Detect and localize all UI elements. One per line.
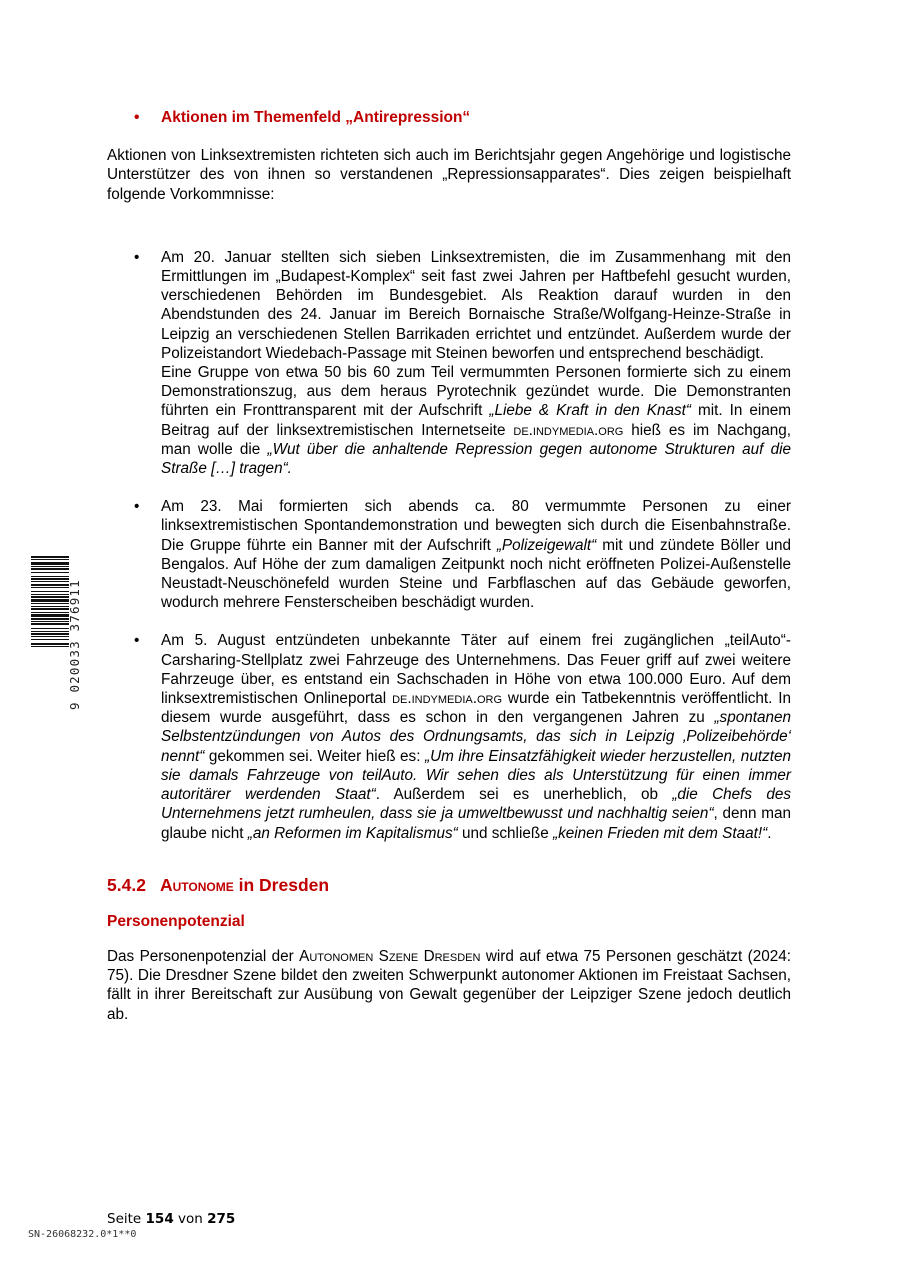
list-item: • Am 5. August entzündeten unbekannte Täter auf einem frei zugänglichen „teilAuto“-Carsharing-Stellplatz zwei Fahrzeuge des Unternehmens. Das Feuer griff auf zwei weitere Fahrzeuge über, es entstand ein Sachschaden in Höhe von etwa 100.000 Euro. Auf dem linksextremistischen Onlineportal de.indymedia.org wurde ein Tatbekenntnis veröffentlicht. In diesem wurde ausgeführt, dass es schon in den vergangenen Jahren zu „spontanen Selbstentzündungen von Autos des Ordnungsamts, das sich in Leipzig ‚Polizeibehörde‘ nennt“ gekommen sei. Weiter hieß es: „Um ihre Einsatzfähigkeit wieder herzustellen, nutzten sie damals Fahrzeuge von teilAuto. Wir sehen dies als Unterstützung für einen immer autoritärer werdenden Staat“. Außerdem sei es unerheblich, ob „die Chefs des Unternehmens jetzt rumheulen, dass sie ja umweltbewusst und nachhaltig seien“, denn man glaube nicht „an Reformen im Kapitalismus“ und schließe „keinen Frieden mit dem Staat!“. [134, 632, 791, 842]
document-code: SN-26068232.0*1**0 [28, 1229, 137, 1240]
bullet-icon: • [134, 498, 140, 516]
page-number: Seite 154 von 275 [107, 1211, 236, 1227]
section-heading: 5.4.2 Autonome in Dresden [107, 874, 330, 895]
bullet-icon: • [134, 632, 140, 650]
event-list [107, 248, 791, 843]
site-name: de.indymedia.org [392, 690, 503, 708]
barcode-number: 9 020033 376911 [67, 579, 82, 710]
section-bullet-heading: • Aktionen im Themenfeld „Antirepression“ [134, 109, 471, 126]
list-item: • Am 20. Januar stellten sich sieben Linksextremisten, die im Zusammenhang mit den Ermittlungen im „Budapest-Komplex“ seit fast zwei Jahren per Haftbefehl gesucht wurden, verschiedenen Behörden im Bundesgebiet. Als Reaktion darauf wurden in den Abendstunden des 24. Januar im Bereich Bornaische Straße/Wolfgang-Heinze-Straße in Leipzig an verschiedenen Stellen Barrikaden errichtet und entzündet. Außerdem wurde der Polizeistandort Wiedebach-Passage mit Steinen beworfen und entsprechend beschädigt. Eine Gruppe von etwa 50 bis 60 zum Teil vermummten Personen formierte sich zu einem Demonstrationszug, aus dem heraus Pyrotechnik gezündet wurde. Die Demonstranten führten ein Fronttransparent mit der Aufschrift „Liebe & Kraft in den Knast“ mit. In einem Beitrag auf der linksextremistischen Internetseite de.indymedia.org hieß es im Nachgang, man wolle die „Wut über die anhaltende Repression gegen autonome Strukturen auf die Straße […] tragen“. [134, 248, 792, 478]
bullet-icon: • [134, 109, 140, 126]
group-name: Autonomen Szene Dresden [299, 947, 481, 965]
barcode [31, 556, 69, 708]
bullet-icon: • [134, 248, 140, 266]
site-name: de.indymedia.org [513, 421, 624, 439]
list-item: • Am 23. Mai formierten sich abends ca. 80 vermummte Personen zu einer linksextremistischen Spontandemonstration und bewegten sich durch die Eisenbahnstraße. Die Gruppe führte ein Banner mit der Aufschrift „Polizeigewalt“ mit und zündete Böller und Bengalos. Auf Höhe der zum damaligen Zeitpunkt noch nicht eröffneten Polizei-Außenstelle Neustadt-Neuschönefeld wurden Steine und Farbflaschen auf das Gebäude geworfen, wodurch mehrere Fensterscheiben beschädigt wurden. [134, 498, 791, 612]
intro-paragraph: Aktionen von Linksextremisten richteten sich auch im Berichtsjahr gegen Angehörige und logistische Unterstützer des von ihnen so verstandenen „Repressionsapparates“. Dies zeigen beispielhaft folgende Vorkommnisse: [107, 147, 791, 203]
subheading: Personenpotenzial [107, 912, 245, 930]
page-body [107, 108, 791, 1024]
closing-paragraph: Das Personenpotenzial der Autonomen Szene Dresden wird auf etwa 75 Personen geschätzt (2024: 75). Die Dresdner Szene bildet den zweiten Schwerpunkt autonomer Aktionen im Freistaat Sachsen, fällt in ihrer Bereitschaft zur Ausübung von Gewalt gegenüber der Leipziger Szene jedoch deutlich ab. [107, 947, 791, 1023]
